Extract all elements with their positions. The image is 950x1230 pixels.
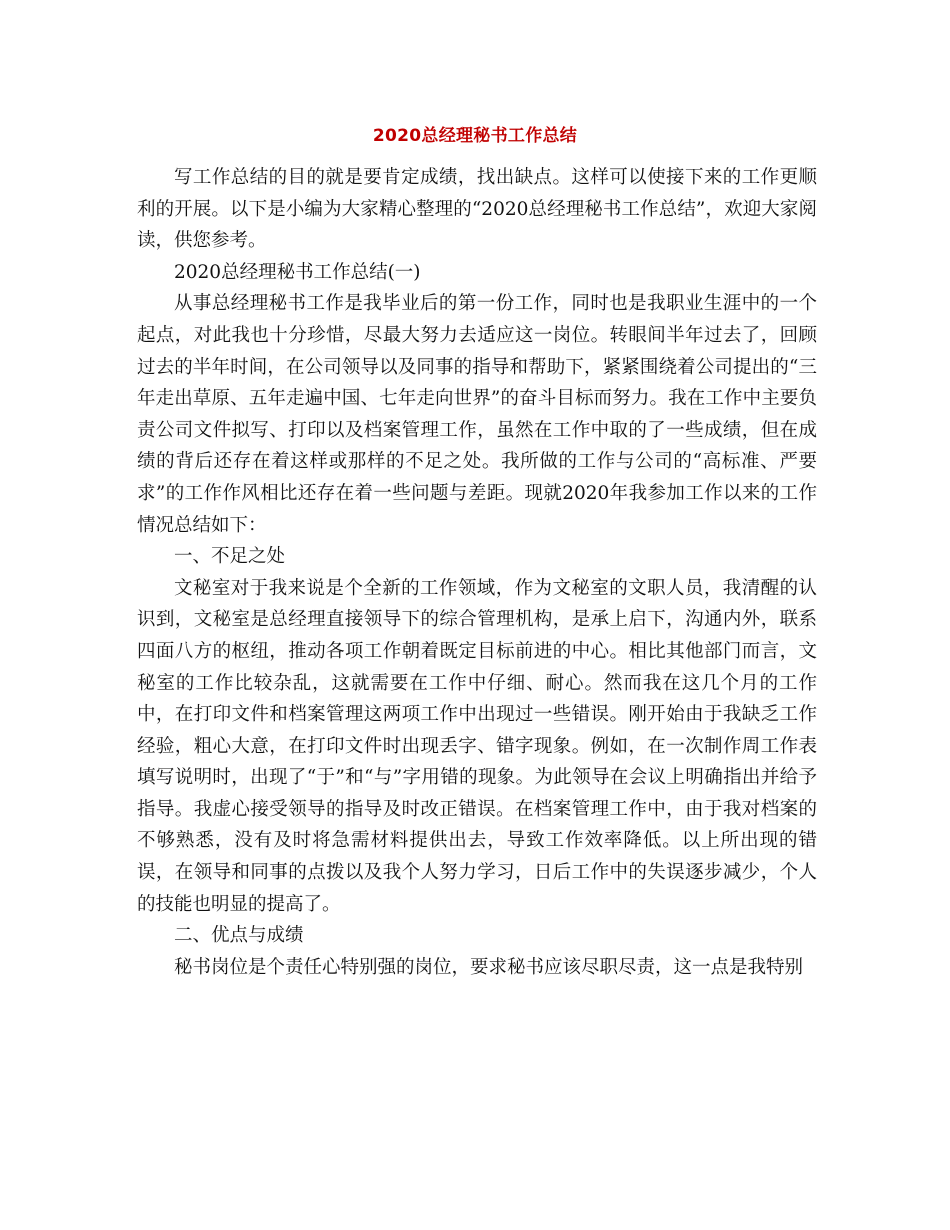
body-paragraph: 从事总经理秘书工作是我毕业后的第一份工作，同时也是我职业生涯中的一个起点，对此我也十分珍惜，尽最大努力去适应这一岗位。转眼间半年过去了，回顾过去的半年时间，在公司领导以及同事的指导和帮助下，紧紧围绕着公司提出的“三年走出草原、五年走遍中国、七年走向世界”的奋斗目标而努力。我在工作中主要负责公司文件拟写、打印以及档案管理工作，虽然在工作中取的了一些成绩，但在成绩的背后还存在着这样或那样的不足之处。我所做的工作与公司的“高标准、严要求”的工作作风相比还存在着一些问题与差距。现就2020年我参加工作以来的工作情况总结如下： [137,293,817,536]
document-title: 2020总经理秘书工作总结 [372,126,578,146]
intro-paragraph: 写工作总结的目的就是要肯定成绩，找出缺点。这样可以使接下来的工作更顺利的开展。以下是小编为大家精心整理的“2020总经理秘书工作总结”，欢迎大家阅读，供您参考。 [137,167,817,252]
body-paragraph: 文秘室对于我来说是个全新的工作领域，作为文秘室的文职人员，我清醒的认识到，文秘室是总经理直接领导下的综合管理机构，是承上启下，沟通内外，联系四面八方的枢纽，推动各项工作朝着既定目标前进的中心。相比其他部门而言，文秘室的工作比较杂乱，这就需要在工作中仔细、耐心。然而我在这几个月的工作中，在打印文件和档案管理这两项工作中出现过一些错误。刚开始由于我缺乏工作经验，粗心大意，在打印文件时出现丢字、错字现象。例如，在一次制作周工作表填写说明时，出现了“于”和“与”字用错的现象。为此领导在会议上明确指出并给予指导。我虚心接受领导的指导及时改正错误。在档案管理工作中，由于我对档案的不够熟悉，没有及时将急需材料提供出去，导致工作效率降低。以上所出现的错误，在领导和同事的点拨以及我个人努力学习，日后工作中的失误逐步减少，个人的技能也明显的提高了。 [137,577,817,915]
section-heading-part-one: 2020总经理秘书工作总结(一) [174,261,421,283]
document-body [137,162,817,983]
body-paragraph: 秘书岗位是个责任心特别强的岗位，要求秘书应该尽职尽责，这一点是我特别 [174,956,804,978]
section-heading-strengths: 二、优点与成绩 [174,925,304,947]
section-heading-shortcomings: 一、不足之处 [174,546,286,568]
